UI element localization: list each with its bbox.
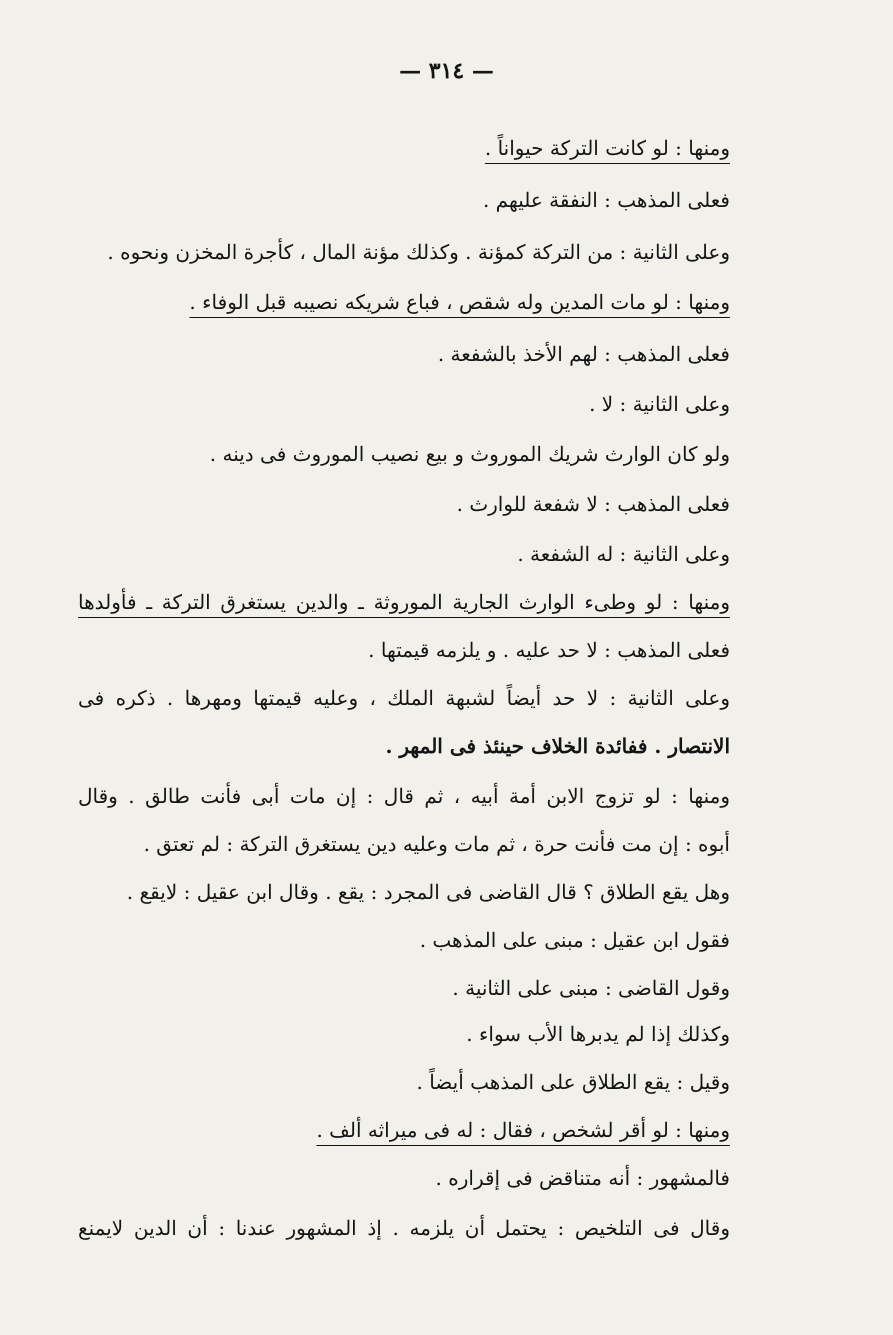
text-line-3: وعلى الثانية : من التركة كمؤنة . وكذلك مؤنة المال ، كأجرة المخزن ونحوه . (107, 240, 730, 264)
text-line-9: وعلى الثانية : له الشفعة . (517, 542, 730, 566)
text-line-12: وعلى الثانية : لا حد أيضاً لشبهة الملك ، وعليه قيمتها ومهرها . ذكره فى (78, 686, 730, 710)
text-line-21: ومنها : لو أقر لشخص ، فقال : له فى ميراثه ألف . (316, 1118, 730, 1142)
text-line-2: فعلى المذهب : النفقة عليهم . (482, 188, 730, 212)
text-line-8: فعلى المذهب : لا شفعة للوارث . (456, 492, 730, 516)
text-line-15: أبوه : إن مت فأنت حرة ، ثم مات وعليه دين يستغرق التركة : لم تعتق . (143, 832, 730, 856)
text-line-7: ولو كان الوارث شريك الموروث و بيع نصيب الموروث فى دينه . (209, 442, 730, 466)
text-line-13: الانتصار . ففائدة الخلاف حينئذ فى المهر . (385, 734, 730, 758)
text-line-10: ومنها : لو وطىء الوارث الجارية الموروثة ـ والدين يستغرق التركة ـ فأولدها (78, 590, 730, 614)
text-line-19: وكذلك إذا لم يدبرها الأب سواء . (466, 1022, 730, 1046)
text-line-4: ومنها : لو مات المدين وله شقص ، فباع شريكه نصيبه قبل الوفاء . (189, 290, 730, 314)
text-line-18: وقول القاضى : مبنى على الثانية . (452, 976, 730, 1000)
text-line-22: فالمشهور : أنه متناقض فى إقراره . (435, 1166, 730, 1190)
text-line-5: فعلى المذهب : لهم الأخذ بالشفعة . (437, 342, 730, 366)
page-number: — ٣١٤ — (399, 58, 494, 84)
text-line-11: فعلى المذهب : لا حد عليه . و يلزمه قيمتها . (368, 638, 730, 662)
text-line-20: وقيل : يقع الطلاق على المذهب أيضاً . (416, 1070, 730, 1094)
text-line-6: وعلى الثانية : لا . (589, 392, 730, 416)
text-line-17: فقول ابن عقيل : مبنى على المذهب . (419, 928, 730, 952)
text-line-14: ومنها : لو تزوج الابن أمة أبيه ، ثم قال : إن مات أبى فأنت طالق . وقال (78, 784, 730, 808)
text-line-16: وهل يقع الطلاق ؟ قال القاضى فى المجرد : يقع . وقال ابن عقيل : لايقع . (126, 880, 730, 904)
text-line-23: وقال فى التلخيص : يحتمل أن يلزمه . إذ المشهور عندنا : أن الدين لايمنع (78, 1216, 730, 1240)
text-line-1: ومنها : لو كانت التركة حيواناً . (484, 136, 730, 160)
